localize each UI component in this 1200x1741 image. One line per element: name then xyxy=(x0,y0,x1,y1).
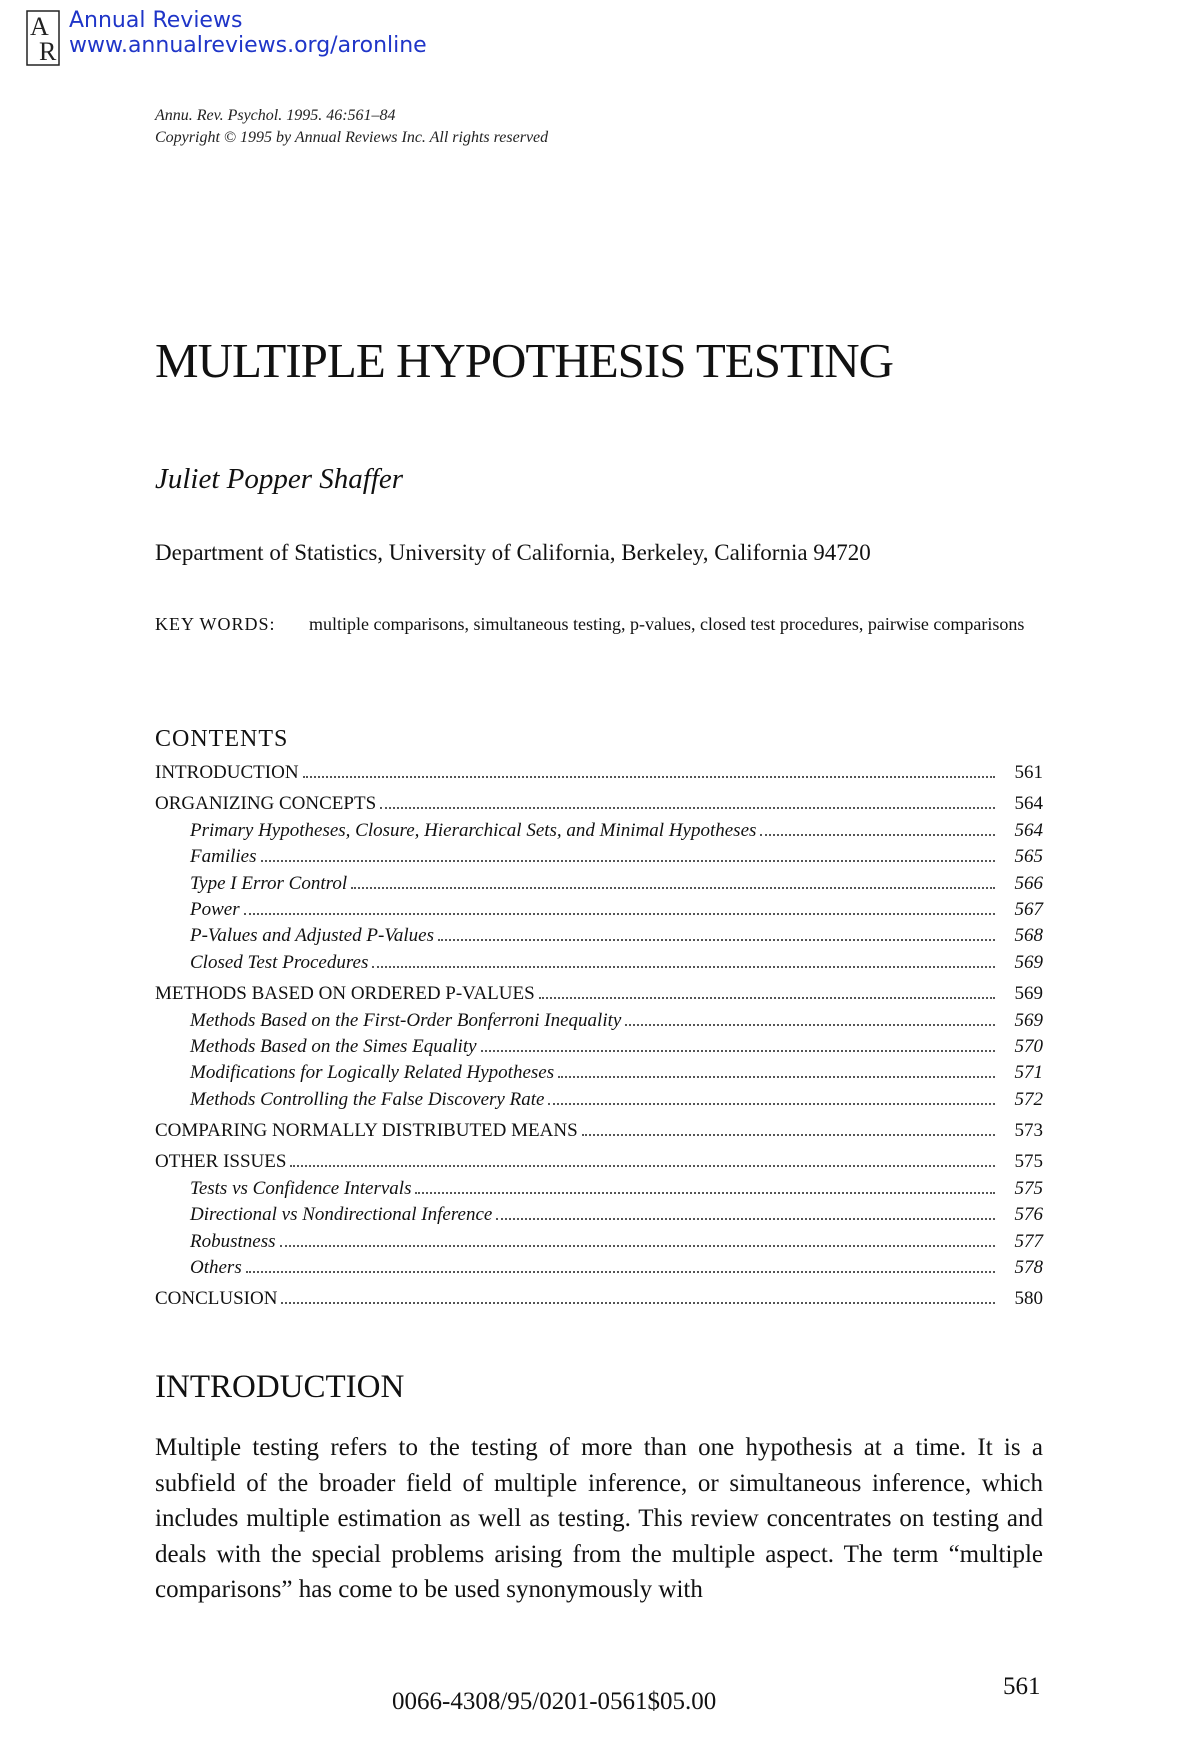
toc-entry-label: Methods Controlling the False Discovery Rate xyxy=(190,1088,545,1110)
toc-leader-dots xyxy=(303,776,995,778)
toc-entry-page: 576 xyxy=(1014,1204,1043,1226)
paper-title: MULTIPLE HYPOTHESIS TESTING xyxy=(155,333,893,388)
citation xyxy=(155,105,548,149)
toc-entry-label: Primary Hypotheses, Closure, Hierarchical Sets, and Minimal Hypotheses xyxy=(190,819,757,841)
toc-leader-dots xyxy=(281,1302,995,1304)
contents-heading: CONTENTS xyxy=(155,726,289,752)
toc-entry xyxy=(155,1089,1043,1115)
toc-entry xyxy=(155,1178,1043,1204)
toc-entry-label: Closed Test Procedures xyxy=(190,951,369,973)
toc-leader-dots xyxy=(261,860,996,862)
author-name: Juliet Popper Shaffer xyxy=(155,463,404,495)
svg-text:A: A xyxy=(30,12,49,41)
toc-entry-label: METHODS BASED ON ORDERED P-VALUES xyxy=(155,983,535,1005)
toc-entry-page: 567 xyxy=(1014,898,1043,920)
toc-entry-label: OTHER ISSUES xyxy=(155,1151,287,1173)
annual-reviews-logo xyxy=(26,10,60,66)
toc-entry-page: 570 xyxy=(1014,1035,1043,1057)
toc-entry xyxy=(155,820,1043,846)
toc-entry-page: 571 xyxy=(1014,1062,1043,1084)
table-of-contents xyxy=(155,762,1043,1315)
toc-entry-label: Tests vs Confidence Intervals xyxy=(190,1177,412,1199)
toc-entry xyxy=(155,983,1043,1009)
toc-entry-page: 572 xyxy=(1014,1088,1043,1110)
toc-leader-dots xyxy=(438,939,995,941)
toc-entry-page: 578 xyxy=(1014,1257,1043,1279)
aronline-url-link[interactable]: www.annualreviews.org/aronline xyxy=(69,33,427,58)
toc-entry-page: 564 xyxy=(1014,819,1043,841)
annual-reviews-link[interactable]: Annual Reviews xyxy=(69,8,243,33)
toc-leader-dots xyxy=(625,1024,995,1026)
toc-entry xyxy=(155,793,1043,819)
toc-entry-label: Directional vs Nondirectional Inference xyxy=(190,1204,493,1226)
toc-entry xyxy=(155,1204,1043,1230)
toc-entry xyxy=(155,846,1043,872)
toc-leader-dots xyxy=(244,913,995,915)
toc-entry-page: 566 xyxy=(1014,872,1043,894)
toc-entry xyxy=(155,1288,1043,1314)
banner xyxy=(69,8,427,58)
toc-entry-page: 575 xyxy=(1014,1151,1043,1173)
toc-entry xyxy=(155,925,1043,951)
toc-leader-dots xyxy=(280,1245,996,1247)
author-affiliation: Department of Statistics, University of California, Berkeley, California 94720 xyxy=(155,540,871,565)
toc-entry-page: 580 xyxy=(1014,1288,1043,1310)
toc-entry-label: COMPARING NORMALLY DISTRIBUTED MEANS xyxy=(155,1120,578,1142)
toc-leader-dots xyxy=(415,1192,995,1194)
toc-entry-label: CONCLUSION xyxy=(155,1288,278,1310)
introduction-heading: INTRODUCTION xyxy=(155,1369,405,1405)
keywords-label: KEY WORDS: xyxy=(155,614,276,634)
toc-entry-page: 569 xyxy=(1014,1009,1043,1031)
toc-entry-page: 569 xyxy=(1014,951,1043,973)
toc-leader-dots xyxy=(481,1050,995,1052)
toc-entry-page: 568 xyxy=(1014,925,1043,947)
toc-leader-dots xyxy=(380,807,995,809)
toc-leader-dots xyxy=(558,1076,995,1078)
toc-entry xyxy=(155,1036,1043,1062)
toc-entry-label: Modifications for Logically Related Hypotheses xyxy=(190,1062,555,1084)
toc-entry xyxy=(155,1010,1043,1036)
toc-leader-dots xyxy=(372,966,995,968)
citation-journal: Annu. Rev. Psychol. 1995. 46:561–84 xyxy=(155,107,396,124)
toc-entry-page: 577 xyxy=(1014,1230,1043,1252)
introduction-paragraph: Multiple testing refers to the testing of more than one hypothesis at a time. It is a subfield of the broader field of multiple inference, or simultaneous inference, which includes multiple estimation as well as testing. This review concentrates on testing and deals with the special problems arising from the multiple aspect. The term “multiple comparisons” has come to be used synonymously with xyxy=(155,1434,1043,1603)
footer-code: 0066-4308/95/0201-0561$05.00 xyxy=(392,1688,717,1715)
toc-leader-dots xyxy=(539,997,995,999)
toc-entry xyxy=(155,1231,1043,1257)
keywords-text: multiple comparisons, simultaneous testing, p-values, closed test procedures, pairwise comparisons xyxy=(309,614,1025,634)
svg-text:R: R xyxy=(39,37,57,66)
toc-entry-label: Others xyxy=(190,1257,242,1279)
toc-entry-label: Power xyxy=(190,898,240,920)
toc-entry-label: Methods Based on the Simes Equality xyxy=(190,1035,477,1057)
toc-leader-dots xyxy=(290,1165,995,1167)
toc-entry xyxy=(155,1257,1043,1283)
keywords xyxy=(155,610,1043,638)
toc-entry-label: Methods Based on the First-Order Bonferroni Inequality xyxy=(190,1009,622,1031)
toc-entry-page: 573 xyxy=(1014,1120,1043,1142)
toc-leader-dots xyxy=(351,887,995,889)
toc-entry-label: INTRODUCTION xyxy=(155,762,299,783)
toc-entry-page: 569 xyxy=(1014,983,1043,1005)
toc-leader-dots xyxy=(496,1218,995,1220)
toc-entry xyxy=(155,873,1043,899)
toc-entry xyxy=(155,952,1043,978)
citation-copyright: Copyright © 1995 by Annual Reviews Inc. All rights reserved xyxy=(155,129,549,146)
toc-entry-page: 561 xyxy=(1014,762,1043,783)
page-number: 561 xyxy=(1003,1673,1041,1700)
toc-entry xyxy=(155,762,1043,788)
toc-entry xyxy=(155,1062,1043,1088)
toc-entry-page: 564 xyxy=(1014,793,1043,815)
toc-entry-label: Families xyxy=(190,846,257,868)
toc-leader-dots xyxy=(582,1134,995,1136)
toc-leader-dots xyxy=(246,1271,995,1273)
toc-entry-page: 575 xyxy=(1014,1177,1043,1199)
toc-entry xyxy=(155,1151,1043,1177)
toc-leader-dots xyxy=(548,1103,995,1105)
toc-entry xyxy=(155,1120,1043,1146)
toc-entry-label: Robustness xyxy=(190,1230,276,1252)
toc-entry-label: ORGANIZING CONCEPTS xyxy=(155,793,377,815)
toc-entry-label: P-Values and Adjusted P-Values xyxy=(190,925,434,947)
toc-entry-label: Type I Error Control xyxy=(190,872,348,894)
toc-entry-page: 565 xyxy=(1014,846,1043,868)
toc-leader-dots xyxy=(760,834,995,836)
toc-entry xyxy=(155,899,1043,925)
